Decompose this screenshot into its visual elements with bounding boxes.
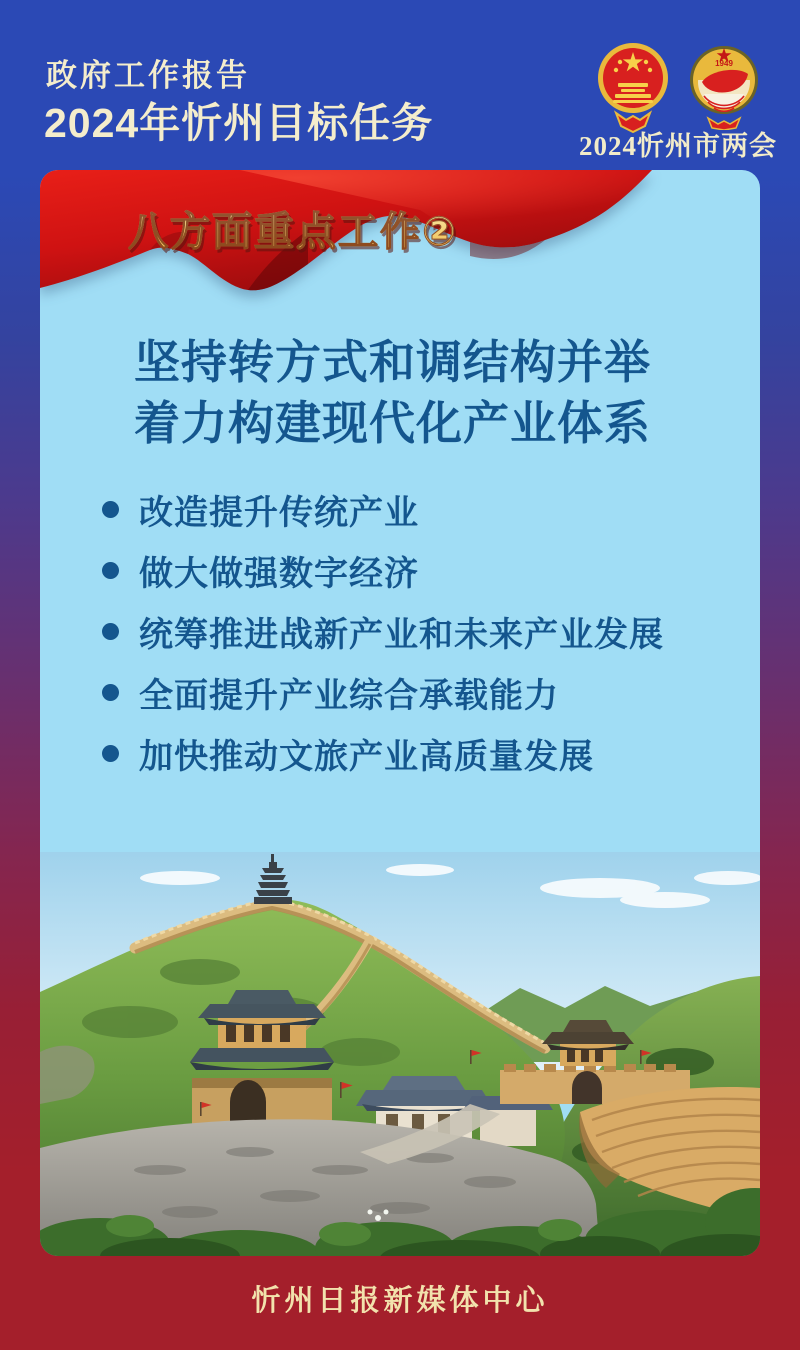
heading-line-2: 着力构建现代化产业体系 (134, 397, 651, 449)
content-card (40, 170, 760, 1256)
section-heading (134, 332, 651, 454)
list-item (102, 732, 664, 774)
list-item (102, 610, 664, 652)
list-item (102, 549, 664, 591)
bullet-dot-icon (102, 623, 119, 640)
publisher-credit: 忻州日报新媒体中心 (251, 1285, 549, 1317)
cppcc-emblem-icon (688, 36, 760, 135)
bullet-dot-icon (102, 562, 119, 579)
footer (0, 1278, 800, 1319)
key-tasks-list (102, 488, 664, 793)
bullet-dot-icon (102, 501, 119, 518)
task-label: 全面提升产业综合承载能力 (139, 676, 559, 715)
two-sessions-caption: 2024忻州市两会 (579, 131, 777, 161)
ribbon-title: 八方面重点工作② (128, 200, 458, 257)
bullet-dot-icon (102, 745, 119, 762)
list-item (102, 488, 664, 530)
task-label: 改造提升传统产业 (139, 493, 419, 532)
task-label: 统筹推进战新产业和未来产业发展 (139, 615, 664, 654)
report-label: 政府工作报告 (46, 58, 250, 93)
task-label: 加快推动文旅产业高质量发展 (139, 737, 594, 776)
heading-line-1: 坚持转方式和调结构并举 (134, 336, 651, 388)
scenic-photo-great-wall (40, 852, 760, 1256)
page-title: 2024年忻州目标任务 (44, 100, 434, 146)
red-ribbon-banner (40, 170, 760, 346)
task-label: 做大做强数字经济 (139, 554, 419, 593)
bullet-dot-icon (102, 684, 119, 701)
cppcc-year-label: 1949 (715, 59, 733, 68)
list-item (102, 671, 664, 713)
